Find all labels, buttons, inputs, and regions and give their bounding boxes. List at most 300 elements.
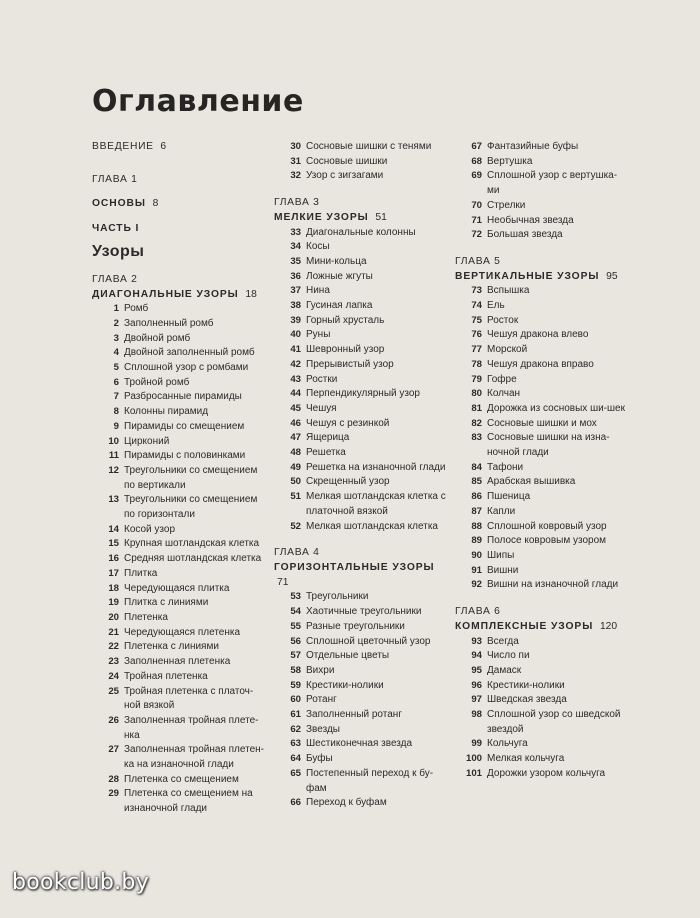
toc-entry-number: 1: [113, 303, 119, 315]
intro-label: ВВЕДЕНИЕ: [92, 141, 154, 152]
toc-entry: [92, 493, 267, 522]
toc-entry: [274, 520, 449, 535]
toc-entry-title: Ложные жгуты: [306, 270, 373, 282]
toc-entry-title: Скрещенный узор: [306, 476, 390, 488]
toc-entry-number: 95: [471, 664, 482, 676]
toc-entry: [274, 417, 449, 432]
toc-entry-number: 99: [471, 738, 482, 750]
toc-entry: [92, 405, 267, 420]
toc-entry: [274, 664, 449, 679]
toc-entry-title: Заполненная плетенка: [124, 656, 231, 668]
toc-entry-number: 98: [471, 709, 482, 721]
toc-entry-title: Вертушка: [487, 155, 533, 167]
toc-entry: [455, 155, 625, 170]
toc-entry-title: Диагональные колонны: [306, 226, 416, 238]
toc-entry: [455, 314, 625, 329]
toc-entry-title: Шипы: [487, 549, 515, 561]
chapter-2-label: ГЛАВА 2: [92, 273, 138, 285]
toc-entry-number: 17: [108, 567, 119, 579]
toc-entry: [455, 417, 625, 432]
toc-entry: [92, 317, 267, 332]
toc-entry-number: 77: [471, 344, 482, 356]
toc-entry-number: 26: [108, 714, 119, 726]
toc-entry: [274, 226, 449, 241]
toc-entry: [455, 737, 625, 752]
toc-entry: [274, 620, 449, 635]
chapter-3-name: МЕЛКИЕ УЗОРЫ: [274, 211, 369, 223]
toc-entry-number: 83: [471, 432, 482, 444]
chapter-1-name: ОСНОВЫ: [92, 198, 146, 210]
toc-entry-number: 33: [290, 226, 301, 238]
toc-entry-title: Плетенка со смещением: [124, 773, 239, 785]
toc-entry-number: 74: [471, 300, 482, 312]
toc-entry: [274, 475, 449, 490]
toc-entry-title: Большая звезда: [487, 229, 563, 241]
toc-entry: [455, 387, 625, 402]
toc-entry-number: 100: [465, 753, 482, 765]
toc-entry: [92, 773, 267, 788]
toc-entry: [455, 664, 625, 679]
toc-entry-title: Капли: [487, 505, 516, 517]
toc-entry-number: 59: [290, 679, 301, 691]
toc-entry-title: Чешуя: [306, 402, 337, 414]
toc-entry-title: Колчан: [487, 388, 521, 400]
toc-entry-title: Пирамиды со смещением: [124, 420, 245, 432]
toc-entry-number: 80: [471, 388, 482, 400]
toc-entry-number: 43: [290, 373, 301, 385]
toc-entry-number: 88: [471, 520, 482, 532]
toc-entry-number: 51: [290, 491, 301, 503]
toc-entry-title: Руны: [306, 329, 331, 341]
chapter-4-list: [274, 590, 449, 811]
toc-entry: [455, 564, 625, 579]
toc-entry-number: 12: [108, 464, 119, 476]
toc-entry: [274, 649, 449, 664]
toc-entry: [274, 679, 449, 694]
toc-entry-number: 24: [108, 670, 119, 682]
chapter-3-list: [274, 226, 449, 535]
toc-entry-number: 96: [471, 679, 482, 691]
chapter-6-name: КОМПЛЕКСНЫЕ УЗОРЫ: [455, 620, 594, 632]
toc-entry-title: Колонны пирамид: [124, 406, 209, 418]
toc-entry-number: 44: [290, 388, 301, 400]
toc-entry: [92, 611, 267, 626]
toc-entry-number: 72: [471, 229, 482, 241]
toc-entry-title: Мелкая кольчуга: [487, 753, 565, 765]
toc-entry-number: 34: [290, 241, 301, 253]
toc-entry-title: Тройная плетенка: [124, 670, 208, 682]
toc-entry: [455, 214, 625, 229]
toc-entry: [274, 255, 449, 270]
toc-entry: [455, 343, 625, 358]
toc-entry-number: 40: [290, 329, 301, 341]
toc-entry-number: 64: [290, 753, 301, 765]
toc-entry-number: 50: [290, 476, 301, 488]
toc-entry: [455, 228, 625, 243]
toc-entry-title: Дорожка из сосновых ши-шек: [487, 402, 625, 414]
toc-entry-number: 81: [471, 402, 482, 414]
toc-entry-title: Пирамиды с половинками: [124, 450, 246, 462]
toc-entry: [92, 390, 267, 405]
chapter-5-title: [455, 270, 625, 285]
toc-entry-number: 56: [290, 635, 301, 647]
toc-entry: [92, 376, 267, 391]
toc-entry-number: 75: [471, 314, 482, 326]
toc-entry-number: 53: [290, 591, 301, 603]
toc-entry: [274, 140, 449, 155]
toc-entry-title: Двойной заполненный ромб: [124, 347, 255, 359]
toc-entry-number: 10: [108, 435, 119, 447]
toc-entry-number: 2: [113, 317, 119, 329]
toc-entry-title: Сосновые шишки с тенями: [306, 141, 432, 152]
toc-entry: [274, 284, 449, 299]
toc-entry-number: 85: [471, 476, 482, 488]
toc-entry: [274, 693, 449, 708]
chapter-2-title: [92, 288, 267, 303]
toc-entry: [274, 328, 449, 343]
toc-entry-title: Гофре: [487, 373, 517, 385]
chapter-4-name: ГОРИЗОНТАЛЬНЫЕ УЗОРЫ: [274, 561, 435, 573]
toc-entry-title: Вишни на изнаночной глади: [487, 579, 619, 591]
toc-entry-title: Прерывистый узор: [306, 358, 394, 370]
toc-entry-number: 92: [471, 579, 482, 591]
toc-entry: [274, 767, 449, 796]
toc-entry-number: 21: [108, 626, 119, 638]
toc-entry: [92, 346, 267, 361]
toc-entry-number: 8: [113, 406, 119, 418]
toc-entry-title: Двойной ромб: [124, 332, 191, 344]
toc-entry-title: Треугольники со смещением по горизонтали: [124, 494, 258, 521]
toc-entry-number: 68: [471, 155, 482, 167]
toc-entry-title: Сплошной узор со шведской звездой: [487, 709, 621, 735]
toc-entry-number: 20: [108, 611, 119, 623]
toc-entry: [274, 723, 449, 738]
toc-entry-title: Шестиконечная звезда: [306, 738, 413, 750]
toc-entry: [92, 435, 267, 450]
toc-entry: [455, 534, 625, 549]
chapter-4-list-cont: [455, 140, 625, 243]
chapter-1-page: 8: [152, 198, 159, 210]
toc-entry-title: Необычная звезда: [487, 214, 574, 226]
toc-entry-number: 79: [471, 373, 482, 385]
toc-entry: [455, 767, 625, 782]
toc-entry: [92, 743, 267, 772]
toc-entry: [455, 199, 625, 214]
toc-entry-number: 55: [290, 620, 301, 632]
toc-entry-number: 82: [471, 417, 482, 429]
toc-entry-number: 90: [471, 549, 482, 561]
intro-page: 6: [160, 141, 167, 152]
toc-entry: [455, 649, 625, 664]
toc-entry-number: 29: [108, 788, 119, 800]
toc-entry-title: Заполненная тройная плетен-ка на изнаночной глади: [124, 744, 265, 771]
toc-entry-title: Дорожки узором кольчуга: [487, 767, 606, 779]
toc-entry-title: Разбросанные пирамиды: [124, 391, 242, 403]
toc-entry-number: 73: [471, 285, 482, 297]
toc-entry-title: Тафони: [487, 461, 524, 473]
toc-entry: [274, 752, 449, 767]
toc-entry: [455, 490, 625, 505]
toc-entry-number: 86: [471, 491, 482, 503]
toc-entry-number: 37: [290, 285, 301, 297]
chapter-5-label: ГЛАВА 5: [455, 255, 501, 267]
toc-entry-number: 19: [108, 597, 119, 609]
toc-entry-number: 60: [290, 694, 301, 706]
toc-entry: [455, 679, 625, 694]
toc-entry-title: Вишни: [487, 564, 519, 576]
toc-entry-number: 3: [113, 332, 119, 344]
toc-entry-title: Тройной ромб: [124, 376, 190, 388]
toc-entry-number: 54: [290, 606, 301, 618]
toc-entry: [92, 332, 267, 347]
toc-entry-number: 76: [471, 329, 482, 341]
toc-entry-number: 47: [290, 432, 301, 444]
toc-entry-title: Фантазийные буфы: [487, 141, 579, 152]
toc-entry: [455, 373, 625, 388]
toc-entry-number: 22: [108, 641, 119, 653]
toc-entry: [274, 387, 449, 402]
toc-entry: [92, 523, 267, 538]
toc-entry-title: Дамаск: [487, 664, 522, 676]
toc-entry-title: Чешуя с резинкой: [306, 417, 390, 429]
toc-entry-number: 32: [290, 170, 301, 182]
toc-entry-number: 84: [471, 461, 482, 473]
toc-entry-number: 25: [108, 685, 119, 697]
toc-entry-title: Заполненная тройная плете-нка: [124, 714, 259, 741]
toc-entry-title: Всегда: [487, 635, 519, 647]
chapter-3-label: ГЛАВА 3: [274, 197, 320, 209]
toc-entry: [274, 737, 449, 752]
toc-entry-title: Перпендикулярный узор: [306, 388, 420, 400]
toc-entry-number: 58: [290, 664, 301, 676]
chapter-6-label: ГЛАВА 6: [455, 606, 501, 618]
toc-entry: [274, 431, 449, 446]
toc-entry-title: Косой узор: [124, 523, 176, 535]
toc-entry: [455, 520, 625, 535]
toc-entry: [274, 240, 449, 255]
toc-entry-title: Ящерица: [306, 432, 350, 444]
toc-entry: [274, 402, 449, 417]
page-title: Оглавление: [92, 84, 304, 119]
toc-entry-number: 66: [290, 797, 301, 809]
toc-entry: [92, 626, 267, 641]
toc-entry-title: Сосновые шишки и мох: [487, 417, 597, 429]
toc-entry-number: 30: [290, 141, 301, 152]
toc-entry-number: 38: [290, 300, 301, 312]
toc-entry: [274, 708, 449, 723]
toc-entry-number: 57: [290, 650, 301, 662]
toc-entry-number: 18: [108, 582, 119, 594]
toc-entry-number: 61: [290, 709, 301, 721]
toc-entry-number: 4: [113, 347, 119, 359]
toc-column-2: [274, 140, 449, 811]
toc-entry-title: Ротанг: [306, 694, 337, 706]
toc-entry-title: Треугольники: [306, 591, 369, 603]
toc-entry-number: 87: [471, 505, 482, 517]
toc-entry: [455, 169, 625, 198]
toc-entry-number: 42: [290, 358, 301, 370]
chapter-1-title: [92, 197, 267, 212]
toc-entry-number: 46: [290, 417, 301, 429]
toc-entry-title: Сосновые шишки: [306, 155, 388, 167]
toc-entry-title: Сплошной узор с вертушка-ми: [487, 170, 618, 197]
chapter-2-list: [92, 302, 267, 817]
chapter-3-title: [274, 211, 449, 226]
toc-entry: [455, 708, 625, 737]
toc-entry-title: Мелкая шотландская клетка: [306, 520, 438, 532]
toc-entry-number: 13: [108, 494, 119, 506]
toc-entry: [92, 567, 267, 582]
toc-entry-number: 63: [290, 738, 301, 750]
toc-entry-title: Отдельные цветы: [306, 650, 390, 662]
toc-entry: [92, 420, 267, 435]
toc-entry: [92, 582, 267, 597]
toc-entry-title: Мелкая шотландская клетка с платочной вязкой: [306, 491, 446, 517]
toc-entry: [455, 284, 625, 299]
toc-entry-title: Шведская звезда: [487, 694, 567, 706]
toc-entry: [274, 446, 449, 461]
toc-entry-number: 36: [290, 270, 301, 282]
toc-entry-number: 14: [108, 523, 119, 535]
toc-entry-title: Число пи: [487, 650, 530, 662]
toc-entry-number: 15: [108, 538, 119, 550]
toc-entry-title: Сплошной ковровый узор: [487, 520, 607, 532]
toc-entry: [455, 693, 625, 708]
toc-entry-title: Цирконий: [124, 435, 170, 447]
toc-entry-title: Решетка: [306, 447, 346, 459]
toc-entry-title: Плитка: [124, 567, 158, 579]
toc-entry-title: Росток: [487, 314, 519, 326]
toc-entry: [274, 343, 449, 358]
toc-entry-title: Сплошной цветочный узор: [306, 635, 431, 647]
toc-entry: [455, 431, 625, 460]
toc-entry: [455, 505, 625, 520]
toc-entry-number: 23: [108, 656, 119, 668]
toc-entry-number: 16: [108, 553, 119, 565]
toc-entry-title: Чередующаяся плетенка: [124, 626, 241, 638]
toc-entry-title: Стрелки: [487, 199, 526, 211]
toc-entry: [455, 402, 625, 417]
toc-entry-number: 91: [471, 564, 482, 576]
toc-entry-number: 45: [290, 402, 301, 414]
toc-entry-title: Решетка на изнаночной глади: [306, 461, 446, 473]
toc-entry: [274, 373, 449, 388]
toc-entry-number: 69: [471, 170, 482, 182]
toc-entry: [92, 537, 267, 552]
intro-heading: [92, 140, 267, 155]
toc-entry-title: Мини-кольца: [306, 255, 367, 267]
toc-entry-number: 41: [290, 344, 301, 356]
toc-entry: [274, 299, 449, 314]
toc-entry-title: Звезды: [306, 723, 340, 735]
toc-entry-title: Разные треугольники: [306, 620, 405, 632]
toc-entry-title: Буфы: [306, 753, 333, 765]
toc-entry-number: 48: [290, 447, 301, 459]
toc-entry: [274, 490, 449, 519]
toc-entry: [92, 361, 267, 376]
toc-entry: [92, 787, 267, 816]
toc-entry: [455, 358, 625, 373]
toc-entry-title: Полосе ковровым узором: [487, 535, 607, 547]
toc-entry: [274, 358, 449, 373]
toc-entry-number: 28: [108, 773, 119, 785]
chapter-6-title: [455, 620, 625, 635]
toc-entry-number: 35: [290, 255, 301, 267]
toc-entry: [92, 552, 267, 567]
toc-entry-title: Кольчуга: [487, 738, 528, 750]
toc-column-3: [455, 140, 625, 782]
toc-entry-number: 62: [290, 723, 301, 735]
toc-entry-number: 52: [290, 520, 301, 532]
toc-entry: [92, 685, 267, 714]
toc-entry: [455, 140, 625, 155]
toc-entry-title: Вихри: [306, 664, 335, 676]
toc-entry: [274, 796, 449, 811]
toc-entry: [274, 461, 449, 476]
toc-entry-number: 93: [471, 635, 482, 647]
toc-entry: [274, 314, 449, 329]
part-1-label: ЧАСТЬ I: [92, 223, 140, 235]
toc-entry: [274, 270, 449, 285]
toc-entry: [274, 635, 449, 650]
toc-entry-title: Постепенный переход к бу-фам: [306, 767, 434, 794]
toc-entry-title: Вспышка: [487, 285, 530, 297]
toc-entry: [92, 302, 267, 317]
toc-entry-number: 89: [471, 535, 482, 547]
toc-entry-title: Гусиная лапка: [306, 300, 373, 312]
toc-entry: [92, 655, 267, 670]
toc-entry-title: Плитка с линиями: [124, 597, 209, 609]
toc-entry-title: Плетенка со смещением на изнаночной глади: [124, 788, 253, 815]
toc-entry-number: 67: [471, 141, 482, 152]
toc-entry-title: Крестики-нолики: [306, 679, 384, 691]
toc-entry: [455, 578, 625, 593]
chapter-4-label: ГЛАВА 4: [274, 547, 320, 559]
toc-entry-number: 39: [290, 314, 301, 326]
toc-entry: [92, 596, 267, 611]
toc-entry-number: 11: [108, 450, 119, 462]
toc-entry-title: Треугольники со смещением по вертикали: [124, 464, 258, 491]
toc-entry: [455, 461, 625, 476]
toc-entry-number: 70: [471, 199, 482, 211]
toc-entry-title: Заполненный ротанг: [306, 709, 402, 721]
toc-entry-title: Нина: [306, 285, 330, 297]
toc-entry-title: Тройная плетенка с платоч-ной вязкой: [124, 685, 254, 712]
toc-entry: [92, 464, 267, 493]
chapter-1-label: ГЛАВА 1: [92, 173, 138, 185]
toc-entry: [274, 169, 449, 184]
chapter-5-name: ВЕРТИКАЛЬНЫЕ УЗОРЫ: [455, 270, 600, 282]
toc-entry-number: 49: [290, 461, 301, 473]
toc-entry-number: 78: [471, 358, 482, 370]
chapter-4-title: [274, 561, 449, 590]
chapter-3-page: 51: [375, 211, 387, 223]
toc-entry-number: 94: [471, 650, 482, 662]
toc-entry-number: 6: [113, 376, 119, 388]
toc-entry-number: 97: [471, 694, 482, 706]
chapter-2-name: ДИАГОНАЛЬНЫЕ УЗОРЫ: [92, 288, 239, 300]
toc-entry-title: Морской: [487, 344, 528, 356]
toc-entry-title: Ростки: [306, 373, 338, 385]
toc-entry: [455, 635, 625, 650]
toc-entry-title: Ель: [487, 300, 505, 312]
chapter-2-list-cont: [274, 140, 449, 184]
part-1-title: Узоры: [92, 242, 145, 260]
toc-entry-title: Сплошной узор с ромбами: [124, 362, 249, 374]
toc-entry: [274, 155, 449, 170]
toc-entry-number: 9: [113, 420, 119, 432]
toc-entry: [455, 475, 625, 490]
